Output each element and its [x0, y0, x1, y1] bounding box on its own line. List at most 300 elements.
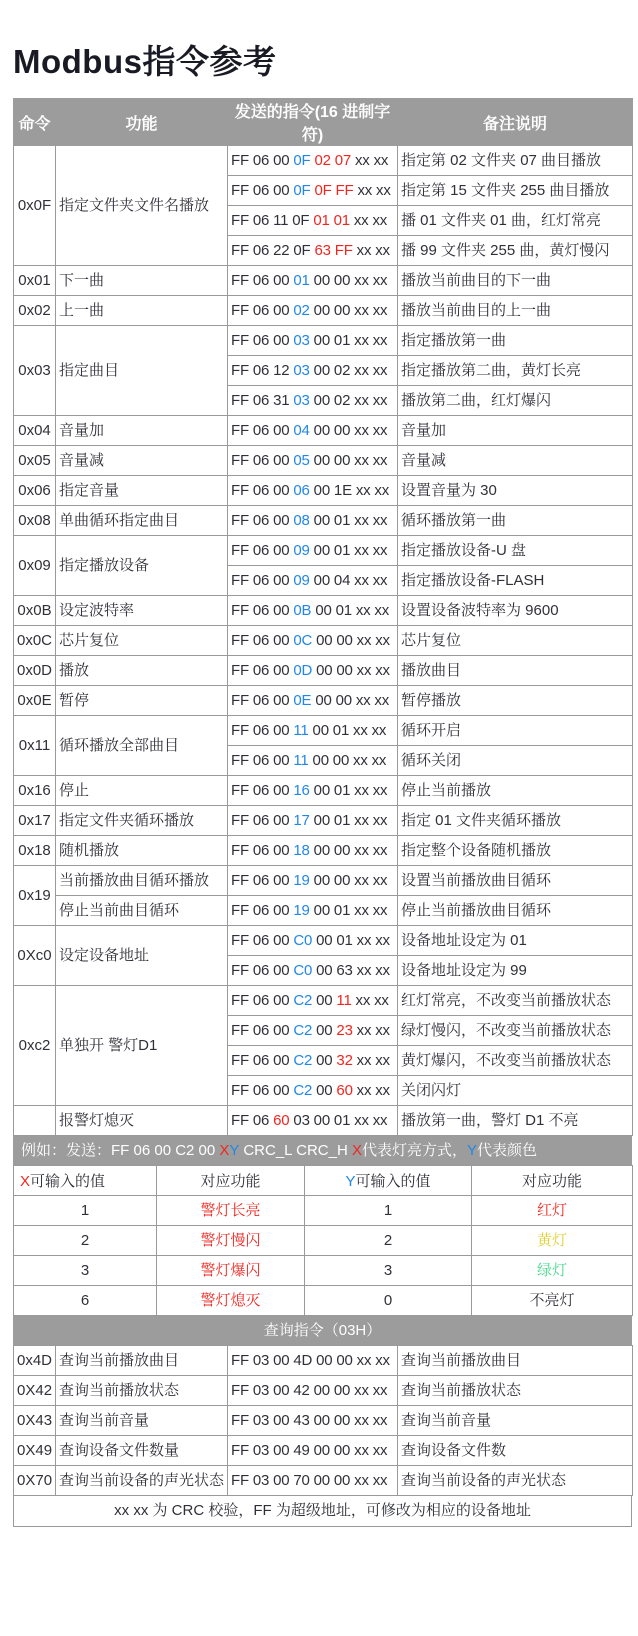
function-cell: 暂停 — [56, 686, 228, 716]
remark-cell: 暂停播放 — [398, 686, 633, 716]
function-cell: 查询当前音量 — [56, 1406, 228, 1436]
hex-byte-blue: 19 — [293, 871, 310, 889]
remark-cell: 循环关闭 — [398, 746, 633, 776]
hex-byte-blue: C0 — [293, 931, 313, 949]
modbus-reference-page — [0, 36, 638, 1527]
remark-cell: 循环开启 — [398, 716, 633, 746]
command-cell: 0x0B — [14, 596, 56, 626]
command-cell: 0X42 — [14, 1376, 56, 1406]
text-run: 00 01 xx xx — [311, 601, 389, 619]
query-row — [14, 1466, 633, 1496]
remark-cell: 设备地址设定为 99 — [398, 956, 633, 986]
remark-cell: 查询设备文件数 — [398, 1436, 633, 1466]
text-run: 00 00 xx xx — [309, 421, 388, 439]
remark-cell: 设置设备波特率为 9600 — [398, 596, 633, 626]
y-function-cell: 红灯 — [472, 1196, 633, 1226]
text-run: FF 06 00 — [231, 511, 294, 529]
x-value-cell: 3 — [14, 1256, 157, 1286]
function-cell: 上一曲 — [56, 296, 228, 326]
hex-byte-red: X — [20, 1173, 31, 1190]
hex-byte-red: 60 — [336, 1081, 353, 1099]
hex-command-cell: FF 03 00 42 00 00 xx xx — [228, 1376, 398, 1406]
remark-cell: 播 01 文件夹 01 曲，红灯常亮 — [398, 206, 633, 236]
remark-cell: 指定第 15 文件夹 255 曲目播放 — [398, 176, 633, 206]
hex-byte-blue: 0F — [293, 181, 311, 199]
remark-cell: 播放当前曲目的上一曲 — [398, 296, 633, 326]
xy-col-header-0 — [14, 1166, 157, 1196]
text-run: FF 06 00 — [231, 1051, 294, 1069]
command-row — [14, 986, 633, 1016]
command-row — [14, 626, 633, 656]
text-run: CRC_L CRC_H — [239, 1142, 352, 1159]
text-run: 00 — [312, 991, 337, 1009]
command-row — [14, 1106, 633, 1136]
function-cell: 单独开 警灯D1 — [56, 986, 228, 1106]
hex-byte-blue: Y — [229, 1142, 240, 1159]
hex-byte-blue: 0F — [293, 151, 311, 169]
xy-row — [14, 1286, 633, 1316]
text-run: xx xx — [352, 1021, 390, 1039]
command-cell — [14, 1106, 56, 1136]
hex-byte-blue: C2 — [293, 1051, 313, 1069]
hex-command-cell — [228, 806, 398, 836]
text-run: 00 00 xx xx — [309, 271, 388, 289]
xy-col-header-3 — [472, 1166, 633, 1196]
function-cell: 设定设备地址 — [56, 926, 228, 986]
remark-cell: 指定整个设备随机播放 — [398, 836, 633, 866]
command-cell: 0x16 — [14, 776, 56, 806]
command-cell: 0x0F — [14, 146, 56, 266]
hex-command-cell: FF 03 00 70 00 00 xx xx — [228, 1466, 398, 1496]
y-value-cell: 2 — [305, 1226, 472, 1256]
xy-row — [14, 1196, 633, 1226]
remark-cell: 播放当前曲目的下一曲 — [398, 266, 633, 296]
text-run: FF 06 00 — [231, 571, 294, 589]
hex-byte-blue: Y — [467, 1142, 478, 1159]
x-function-cell: 警灯慢闪 — [157, 1226, 305, 1256]
hex-byte-blue: 11 — [293, 751, 309, 769]
query-row — [14, 1346, 633, 1376]
text-run: 00 04 xx xx — [309, 571, 388, 589]
hex-command-cell — [228, 836, 398, 866]
text-run: 例如：发送：FF 06 00 C2 00 — [21, 1142, 220, 1159]
text-run: 00 01 xx xx — [309, 781, 388, 799]
text-run: FF 06 00 — [231, 691, 294, 709]
col-header-function: 功能 — [56, 99, 228, 146]
command-row — [14, 416, 633, 446]
hex-byte-blue: 16 — [293, 781, 310, 799]
text-run: 00 00 xx xx — [311, 691, 389, 709]
text-run: FF 06 00 — [231, 1021, 294, 1039]
remark-cell: 播放曲目 — [398, 656, 633, 686]
hex-byte-blue: 18 — [293, 841, 310, 859]
text-run: 可输入的值 — [30, 1173, 106, 1190]
remark-cell: 指定 01 文件夹循环播放 — [398, 806, 633, 836]
hex-byte-blue: C0 — [293, 961, 313, 979]
command-row — [14, 326, 633, 356]
command-cell: 0Xc0 — [14, 926, 56, 986]
hex-command-cell — [228, 146, 398, 176]
text-run: FF 06 00 — [231, 721, 294, 739]
hex-byte-red: 11 — [336, 991, 352, 1009]
remark-cell: 绿灯慢闪，不改变当前播放状态 — [398, 1016, 633, 1046]
text-run: FF 06 00 — [231, 991, 294, 1009]
hex-byte-red: 32 — [336, 1051, 353, 1069]
hex-command-cell — [228, 206, 398, 236]
command-cell: 0x0C — [14, 626, 56, 656]
x-value-cell: 6 — [14, 1286, 157, 1316]
function-cell: 单曲循环指定曲目 — [56, 506, 228, 536]
hex-command-cell: FF 03 00 4D 00 00 xx xx — [228, 1346, 398, 1376]
remark-cell: 红灯常亮，不改变当前播放状态 — [398, 986, 633, 1016]
text-run: FF 06 00 — [231, 661, 294, 679]
function-cell: 指定曲目 — [56, 326, 228, 416]
xy-row — [14, 1256, 633, 1286]
query-row — [14, 1406, 633, 1436]
text-run: 对应功能 — [521, 1173, 582, 1190]
text-run: FF 06 00 — [231, 811, 294, 829]
text-run: 00 01 xx xx — [309, 511, 388, 529]
remark-cell: 设置当前播放曲目循环 — [398, 866, 633, 896]
function-cell: 芯片复位 — [56, 626, 228, 656]
command-cell: 0x04 — [14, 416, 56, 446]
remark-cell: 播放第二曲，红灯爆闪 — [398, 386, 633, 416]
text-run: 00 00 xx xx — [309, 301, 388, 319]
y-value-cell: 0 — [305, 1286, 472, 1316]
text-run: FF 06 00 — [231, 421, 294, 439]
remark-cell: 查询当前播放状态 — [398, 1376, 633, 1406]
hex-command-cell — [228, 746, 398, 776]
x-function-cell: 警灯长亮 — [157, 1196, 305, 1226]
command-cell: 0x06 — [14, 476, 56, 506]
xy-row — [14, 1226, 633, 1256]
hex-byte-red: 02 07 — [314, 151, 352, 169]
text-run: 00 00 xx xx — [309, 841, 388, 859]
hex-command-cell — [228, 1046, 398, 1076]
hex-byte-blue: 04 — [293, 421, 310, 439]
text-run: 00 00 xx xx — [309, 871, 388, 889]
text-run: xx xx — [352, 241, 390, 259]
hex-command-cell — [228, 626, 398, 656]
hex-byte-red: X — [351, 1142, 362, 1159]
hex-command-cell — [228, 1076, 398, 1106]
hex-byte-blue: 08 — [293, 511, 310, 529]
text-run: FF 06 00 — [231, 541, 294, 559]
text-run: FF 06 00 — [231, 931, 294, 949]
text-run: 00 — [312, 1081, 337, 1099]
text-run: 00 01 xx xx — [312, 931, 390, 949]
page-title: Modbus指令参考 — [13, 43, 277, 80]
hex-byte-blue: 03 — [293, 361, 310, 379]
remark-cell: 指定播放第一曲 — [398, 326, 633, 356]
hex-byte-blue: C2 — [293, 1021, 313, 1039]
hex-byte-blue: 0B — [293, 601, 312, 619]
x-function-cell: 警灯熄灭 — [157, 1286, 305, 1316]
text-run: 00 00 xx xx — [308, 751, 387, 769]
text-run: FF 06 22 0F — [231, 241, 315, 259]
command-cell: 0x03 — [14, 326, 56, 416]
x-function-cell: 警灯爆闪 — [157, 1256, 305, 1286]
hex-byte-blue: Y — [345, 1173, 356, 1190]
remark-cell: 指定第 02 文件夹 07 曲目播放 — [398, 146, 633, 176]
hex-byte-red: 01 01 — [313, 211, 350, 229]
hex-command-cell — [228, 506, 398, 536]
col-header-command: 命令 — [14, 99, 56, 146]
hex-byte-red: X — [219, 1142, 230, 1159]
text-run: FF 06 00 — [231, 451, 294, 469]
hex-byte-blue: 01 — [293, 271, 310, 289]
hex-command-cell — [228, 296, 398, 326]
text-run: 00 — [312, 1021, 337, 1039]
remark-cell: 查询当前音量 — [398, 1406, 633, 1436]
hex-byte-red: 60 — [273, 1111, 290, 1129]
hex-command-cell — [228, 416, 398, 446]
command-cell: 0xc2 — [14, 986, 56, 1106]
function-cell: 停止 — [56, 776, 228, 806]
query-section-banner: 查询指令（03H） — [13, 1316, 632, 1345]
text-run: FF 06 00 — [231, 841, 294, 859]
xy-col-header-1 — [157, 1166, 305, 1196]
remark-cell: 关闭闪灯 — [398, 1076, 633, 1106]
remark-cell: 查询当前播放曲目 — [398, 1346, 633, 1376]
hex-command-cell — [228, 926, 398, 956]
command-cell: 0X43 — [14, 1406, 56, 1436]
hex-byte-red: 0F FF — [314, 181, 354, 199]
text-run: 00 01 xx xx — [309, 331, 388, 349]
hex-byte-blue: 09 — [293, 541, 310, 559]
remark-cell: 芯片复位 — [398, 626, 633, 656]
text-run: FF 06 — [231, 1111, 274, 1129]
function-cell: 查询当前播放状态 — [56, 1376, 228, 1406]
hex-byte-blue: 0E — [293, 691, 312, 709]
text-run: 00 63 xx xx — [312, 961, 390, 979]
hex-command-cell — [228, 236, 398, 266]
y-function-cell: 不亮灯 — [472, 1286, 633, 1316]
command-cell: 0x02 — [14, 296, 56, 326]
query-command-table — [13, 1345, 633, 1496]
hex-command-cell — [228, 536, 398, 566]
command-cell: 0x05 — [14, 446, 56, 476]
hex-command-cell — [228, 776, 398, 806]
text-run: FF 06 12 — [231, 361, 294, 379]
function-cell: 指定播放设备 — [56, 536, 228, 596]
remark-cell: 查询当前设备的声光状态 — [398, 1466, 633, 1496]
main-header-row — [14, 99, 633, 146]
command-row — [14, 476, 633, 506]
example-banner — [13, 1136, 632, 1165]
text-run: xx xx — [351, 991, 389, 1009]
hex-byte-blue: 05 — [293, 451, 310, 469]
remark-cell: 指定播放第二曲，黄灯长亮 — [398, 356, 633, 386]
hex-command-cell — [228, 896, 398, 926]
text-run: 00 01 xx xx — [309, 541, 388, 559]
remark-cell: 音量加 — [398, 416, 633, 446]
hex-command-cell — [228, 656, 398, 686]
command-row — [14, 146, 633, 176]
function-cell: 指定文件夹循环播放 — [56, 806, 228, 836]
function-cell: 循环播放全部曲目 — [56, 716, 228, 776]
text-run: 可输入的值 — [355, 1173, 431, 1190]
text-run: 00 — [312, 1051, 337, 1069]
hex-command-cell: FF 03 00 43 00 00 xx xx — [228, 1406, 398, 1436]
remark-cell: 设置音量为 30 — [398, 476, 633, 506]
text-run: FF 06 00 — [231, 271, 294, 289]
command-row — [14, 926, 633, 956]
hex-byte-blue: 17 — [293, 811, 310, 829]
hex-byte-blue: 19 — [293, 901, 310, 919]
text-run: xx xx — [353, 181, 391, 199]
command-row — [14, 266, 633, 296]
hex-command-cell: FF 03 00 49 00 00 xx xx — [228, 1436, 398, 1466]
query-row — [14, 1436, 633, 1466]
text-run: FF 06 00 — [231, 901, 294, 919]
remark-cell: 音量减 — [398, 446, 633, 476]
text-run: FF 06 00 — [231, 331, 294, 349]
hex-command-cell — [228, 176, 398, 206]
function-cell: 停止当前曲目循环 — [56, 896, 228, 926]
hex-command-cell — [228, 716, 398, 746]
hex-command-cell — [228, 866, 398, 896]
command-cell: 0x01 — [14, 266, 56, 296]
command-cell: 0x19 — [14, 866, 56, 926]
remark-cell: 停止当前播放曲目循环 — [398, 896, 633, 926]
text-run: FF 06 00 — [231, 751, 294, 769]
hex-byte-blue: 09 — [293, 571, 310, 589]
footer-note: xx xx 为 CRC 校验，FF 为超级地址，可修改为相应的设备地址 — [13, 1495, 632, 1527]
text-run: 00 00 xx xx — [309, 451, 388, 469]
hex-command-cell — [228, 446, 398, 476]
modbus-command-table — [13, 98, 633, 1136]
hex-byte-blue: 03 — [293, 391, 310, 409]
function-cell: 查询设备文件数量 — [56, 1436, 228, 1466]
command-row — [14, 716, 633, 746]
command-row — [14, 296, 633, 326]
text-run: 00 02 xx xx — [309, 361, 388, 379]
text-run: 00 00 xx xx — [312, 661, 390, 679]
hex-command-cell — [228, 1106, 398, 1136]
text-run: FF 06 00 — [231, 181, 294, 199]
function-cell: 下一曲 — [56, 266, 228, 296]
command-cell: 0x0E — [14, 686, 56, 716]
remark-cell: 指定播放设备-U 盘 — [398, 536, 633, 566]
xy-col-header-2 — [305, 1166, 472, 1196]
function-cell: 指定音量 — [56, 476, 228, 506]
text-run: 00 01 xx xx — [308, 721, 387, 739]
hex-byte-blue: 02 — [293, 301, 310, 319]
text-run: 00 00 xx xx — [312, 631, 390, 649]
text-run: 00 02 xx xx — [309, 391, 388, 409]
text-run: FF 06 00 — [231, 481, 294, 499]
function-cell: 音量减 — [56, 446, 228, 476]
command-cell: 0x11 — [14, 716, 56, 776]
command-row — [14, 836, 633, 866]
y-value-cell: 1 — [305, 1196, 472, 1226]
command-row — [14, 686, 633, 716]
text-run: FF 06 00 — [231, 631, 294, 649]
text-run: 00 01 xx xx — [309, 811, 388, 829]
hex-command-cell — [228, 476, 398, 506]
command-row — [14, 806, 633, 836]
text-run: FF 06 00 — [231, 961, 294, 979]
hex-command-cell — [228, 566, 398, 596]
y-function-cell: 绿灯 — [472, 1256, 633, 1286]
col-header-hex-command: 发送的指令(16 进制字符) — [228, 99, 398, 146]
text-run: FF 06 00 — [231, 601, 294, 619]
function-cell: 随机播放 — [56, 836, 228, 866]
hex-command-cell — [228, 326, 398, 356]
command-row — [14, 656, 633, 686]
command-cell: 0x18 — [14, 836, 56, 866]
function-cell: 查询当前播放曲目 — [56, 1346, 228, 1376]
y-value-cell: 3 — [305, 1256, 472, 1286]
text-run: 代表颜色 — [477, 1142, 538, 1159]
text-run: 对应功能 — [200, 1173, 261, 1190]
text-run: 00 01 xx xx — [309, 901, 388, 919]
command-cell: 0x4D — [14, 1346, 56, 1376]
text-run: xx xx — [351, 151, 389, 169]
text-run: FF 06 00 — [231, 1081, 294, 1099]
text-run: xx xx — [352, 1081, 390, 1099]
remark-cell: 播放第一曲，警灯 D1 不亮 — [398, 1106, 633, 1136]
hex-byte-blue: C2 — [293, 991, 313, 1009]
hex-command-cell — [228, 686, 398, 716]
command-row — [14, 536, 633, 566]
command-row — [14, 776, 633, 806]
command-row — [14, 866, 633, 896]
hex-command-cell — [228, 986, 398, 1016]
remark-cell: 黄灯爆闪，不改变当前播放状态 — [398, 1046, 633, 1076]
function-cell: 当前播放曲目循环播放 — [56, 866, 228, 896]
hex-byte-blue: C2 — [293, 1081, 313, 1099]
hex-command-cell — [228, 386, 398, 416]
function-cell: 报警灯熄灭 — [56, 1106, 228, 1136]
col-header-remark: 备注说明 — [398, 99, 633, 146]
command-cell: 0X70 — [14, 1466, 56, 1496]
command-cell: 0x17 — [14, 806, 56, 836]
remark-cell: 指定播放设备-FLASH — [398, 566, 633, 596]
text-run: FF 06 00 — [231, 301, 294, 319]
command-cell: 0X49 — [14, 1436, 56, 1466]
hex-byte-blue: 0D — [293, 661, 313, 679]
hex-command-cell — [228, 956, 398, 986]
text-run: FF 06 00 — [231, 781, 294, 799]
function-cell: 查询当前设备的声光状态 — [56, 1466, 228, 1496]
remark-cell: 设备地址设定为 01 — [398, 926, 633, 956]
hex-byte-red: 63 FF — [314, 241, 353, 259]
text-run: xx xx — [352, 1051, 390, 1069]
remark-cell: 循环播放第一曲 — [398, 506, 633, 536]
hex-command-cell — [228, 596, 398, 626]
text-run: FF 06 00 — [231, 151, 294, 169]
text-run: 03 00 01 xx xx — [289, 1111, 388, 1129]
function-cell: 设定波特率 — [56, 596, 228, 626]
command-cell: 0x0D — [14, 656, 56, 686]
command-cell: 0x08 — [14, 506, 56, 536]
remark-cell: 停止当前播放 — [398, 776, 633, 806]
y-function-cell: 黄灯 — [472, 1226, 633, 1256]
text-run: 00 1E xx xx — [309, 481, 390, 499]
command-cell: 0x09 — [14, 536, 56, 596]
text-run: FF 06 11 0F — [231, 211, 314, 229]
hex-byte-blue: 11 — [293, 721, 309, 739]
text-run: FF 06 31 — [231, 391, 294, 409]
hex-byte-red: 23 — [336, 1021, 353, 1039]
function-cell: 指定文件夹文件名播放 — [56, 146, 228, 266]
xy-value-table — [13, 1165, 633, 1316]
xy-header-row — [14, 1166, 633, 1196]
text-run: FF 06 00 — [231, 871, 294, 889]
command-row — [14, 506, 633, 536]
